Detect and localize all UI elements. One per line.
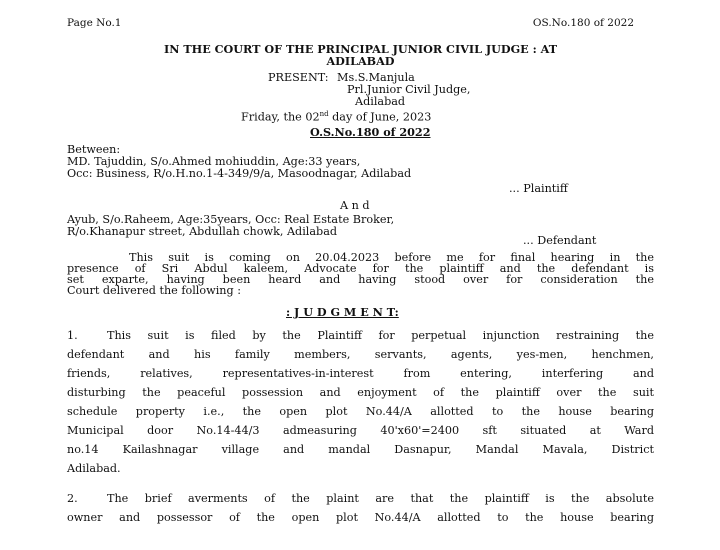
judgment-date	[241, 108, 431, 124]
case-reference: OS.No.180 of 2022	[532, 17, 634, 29]
paragraph-2-number: 2.	[67, 492, 78, 505]
page-number: Page No.1	[67, 17, 122, 29]
paragraph-1-line: This suit is filed by the Plaintiff for perpetual injunction restraining the	[107, 329, 654, 342]
paragraph-2-line: owner and possessor of the open plot No.44/A allotted to the house bearing	[67, 511, 654, 524]
paragraph-1-line: Municipal door No.14-44/3 admeasuring 40'x60'=2400 sft situated at Ward	[67, 424, 654, 437]
intro-line2: presence of Sri Abdul kaleem, Advocate for the plaintiff and the defendant is	[67, 262, 654, 275]
judge-designation: Prl.Junior Civil Judge,	[347, 83, 471, 96]
court-title-line2: ADILABAD	[326, 54, 395, 68]
plaintiff-details-line2: Occ: Business, R/o.H.no.1-4-349/9/a, Masoodnagar, Adilabad	[67, 167, 412, 180]
paragraph-1-line: disturbing the peaceful possession and enjoyment of the plaintiff over the suit	[67, 386, 654, 399]
defendant-details-line1: Ayub, S/o.Raheem, Age:35years, Occ: Real Estate Broker,	[67, 213, 395, 226]
date-prefix: Friday, the 02	[241, 110, 320, 124]
plaintiff-details-line1: MD. Tajuddin, S/o.Ahmed mohiuddin, Age:33 years,	[67, 155, 361, 168]
intro-line1: This suit is coming on 20.04.2023 before me for final hearing in the	[129, 251, 654, 264]
defendant-role: ... Defendant	[523, 234, 597, 247]
judgment-heading: : J U D G M E N T:	[286, 305, 399, 319]
present-label: PRESENT:	[268, 71, 329, 84]
suit-title: O.S.No.180 of 2022	[310, 125, 431, 139]
paragraph-1-line: no.14 Kailashnagar village and mandal Dasnapur, Mandal Mavala, District	[67, 443, 654, 456]
paragraph-1-line: defendant and his family members, servants, agents, yes-men, henchmen,	[67, 348, 654, 361]
judge-place: Adilabad	[355, 95, 406, 108]
and-separator: A n d	[340, 199, 370, 212]
date-suffix: day of June, 2023	[328, 110, 432, 124]
paragraph-1-line: schedule property i.e., the open plot No.44/A allotted to the house bearing	[67, 405, 654, 418]
between-label: Between:	[67, 143, 121, 156]
paragraph-1-number: 1.	[67, 329, 78, 342]
intro-line4: Court delivered the following :	[67, 284, 241, 297]
paragraph-1-line: friends, relatives, representatives-in-interest from entering, interfering and	[67, 367, 654, 380]
judge-name: Ms.S.Manjula	[337, 71, 415, 84]
plaintiff-role: ... Plaintiff	[509, 182, 568, 195]
date-superscript: nd	[319, 110, 329, 118]
intro-line3: set exparte, having been heard and having stood over for consideration the	[67, 273, 654, 286]
paragraph-2-line: The brief averments of the plaint are that the plaintiff is the absolute	[107, 492, 654, 505]
defendant-details-line2: R/o.Khanapur street, Abdullah chowk, Adilabad	[67, 225, 338, 238]
court-title-line1: IN THE COURT OF THE PRINCIPAL JUNIOR CIVIL JUDGE : AT	[163, 42, 558, 56]
paragraph-1-line: Adilabad.	[67, 462, 121, 475]
